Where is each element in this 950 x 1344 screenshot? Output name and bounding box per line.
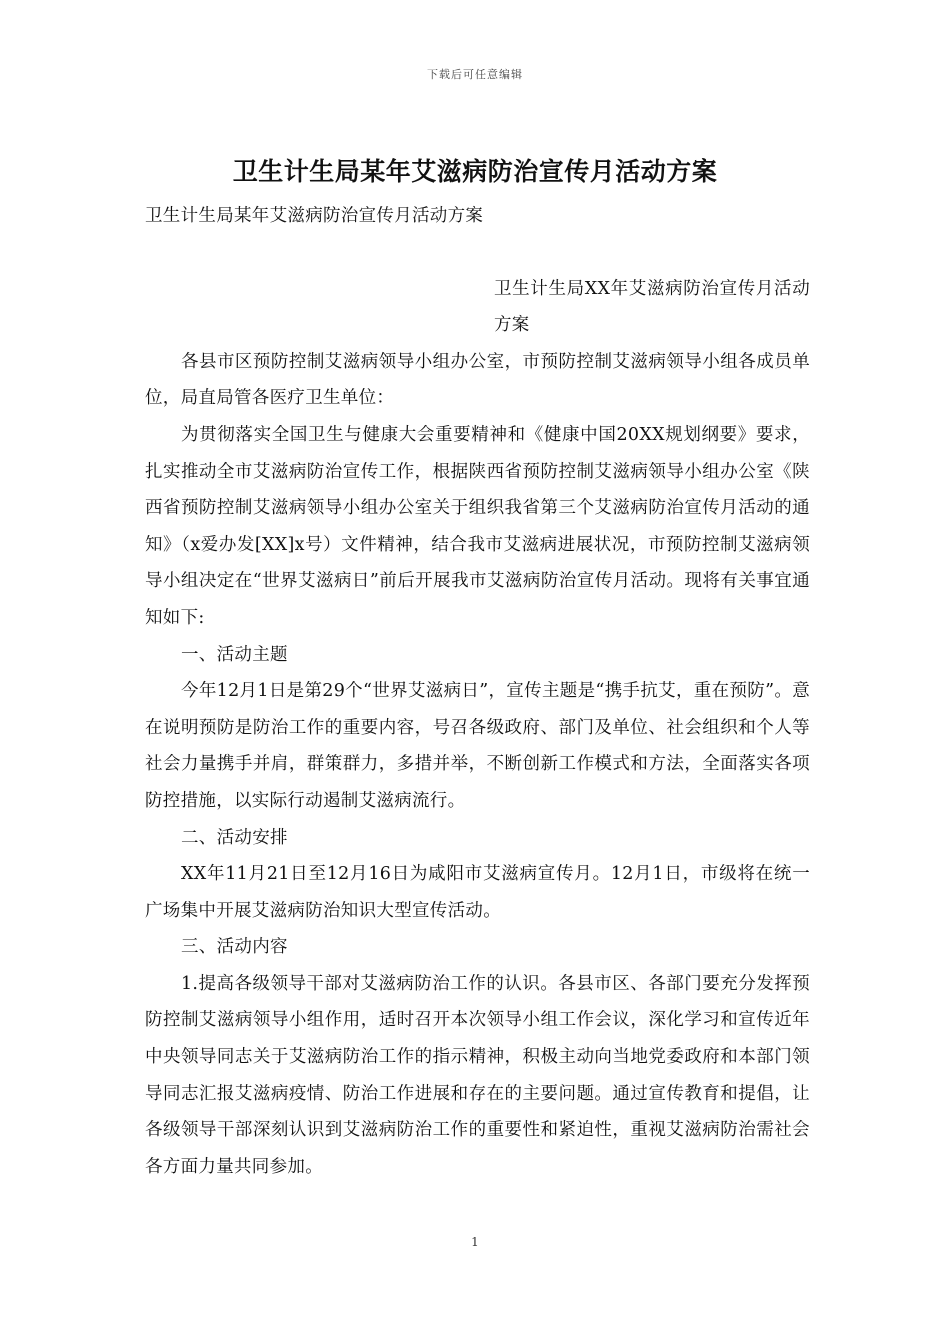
paragraph-arrangement: XX年11月21日至12月16日为咸阳市艾滋病宣传月。12月1日，市级将在统一广场集中开展艾滋病防治知识大型宣传活动。	[145, 864, 810, 921]
paragraph-content-1: 1.提高各级领导干部对艾滋病防治工作的认识。各县市区、各部门要充分发挥预防控制艾滋病领导小组作用，适时召开本次领导小组工作会议，深化学习和宣传近年中央领导同志关于艾滋病防治工作的指示精神，积极主动向当地党委政府和本部门领导同志汇报艾滋病疫情、防治工作进展和存在的主要问题。通过宣传教育和提倡，让各级领导干部深刻认识到艾滋病防治工作的重要性和紧迫性，重视艾滋病防治需社会各方面力量共同参加。	[145, 973, 810, 1177]
document-subtitle: 卫生计生局某年艾滋病防治宣传月活动方案	[145, 206, 484, 226]
section-heading-content: 三、活动内容	[181, 937, 288, 958]
page-number: 1	[471, 1235, 479, 1249]
header-note: 下载后可任意编辑	[427, 68, 523, 81]
paragraph-introduction: 为贯彻落实全国卫生与健康大会重要精神和《健康中国20XX规划纲要》要求，扎实推动全市艾滋病防治宣传工作，根据陕西省预防控制艾滋病领导小组办公室《陕西省预防控制艾滋病领导小组办公室关于组织我省第三个艾滋病防治宣传月活动的通知》（x爱办发[XX]x号）文件精神，结合我市艾滋病进展状况，市预防控制艾滋病领导小组决定在“世界艾滋病日”前后开展我市艾滋病防治宣传月活动。现将有关事宜通知如下:	[145, 424, 810, 628]
section-heading-theme: 一、活动主题	[181, 644, 288, 665]
section-heading-arrangement: 二、活动安排	[181, 827, 288, 848]
paragraph-theme: 今年12月1日是第29个“世界艾滋病日”，宣传主题是“携手抗艾，重在预防”。意在说明预防是防治工作的重要内容，号召各级政府、部门及单位、社会组织和个人等社会力量携手并肩，群策群力，多措并举，不断创新工作模式和方法，全面落实各项防控措施，以实际行动遏制艾滋病流行。	[145, 681, 810, 811]
page-title: 卫生计生局某年艾滋病防治宣传月活动方案	[232, 157, 718, 186]
paragraph-plan-heading: 卫生计生局XX年艾滋病防治宣传月活动方案	[494, 278, 810, 336]
document-body	[145, 198, 810, 1185]
paragraph-recipients: 各县市区预防控制艾滋病领导小组办公室，市预防控制艾滋病领导小组各成员单位，局直局管各医疗卫生单位：	[145, 351, 810, 409]
